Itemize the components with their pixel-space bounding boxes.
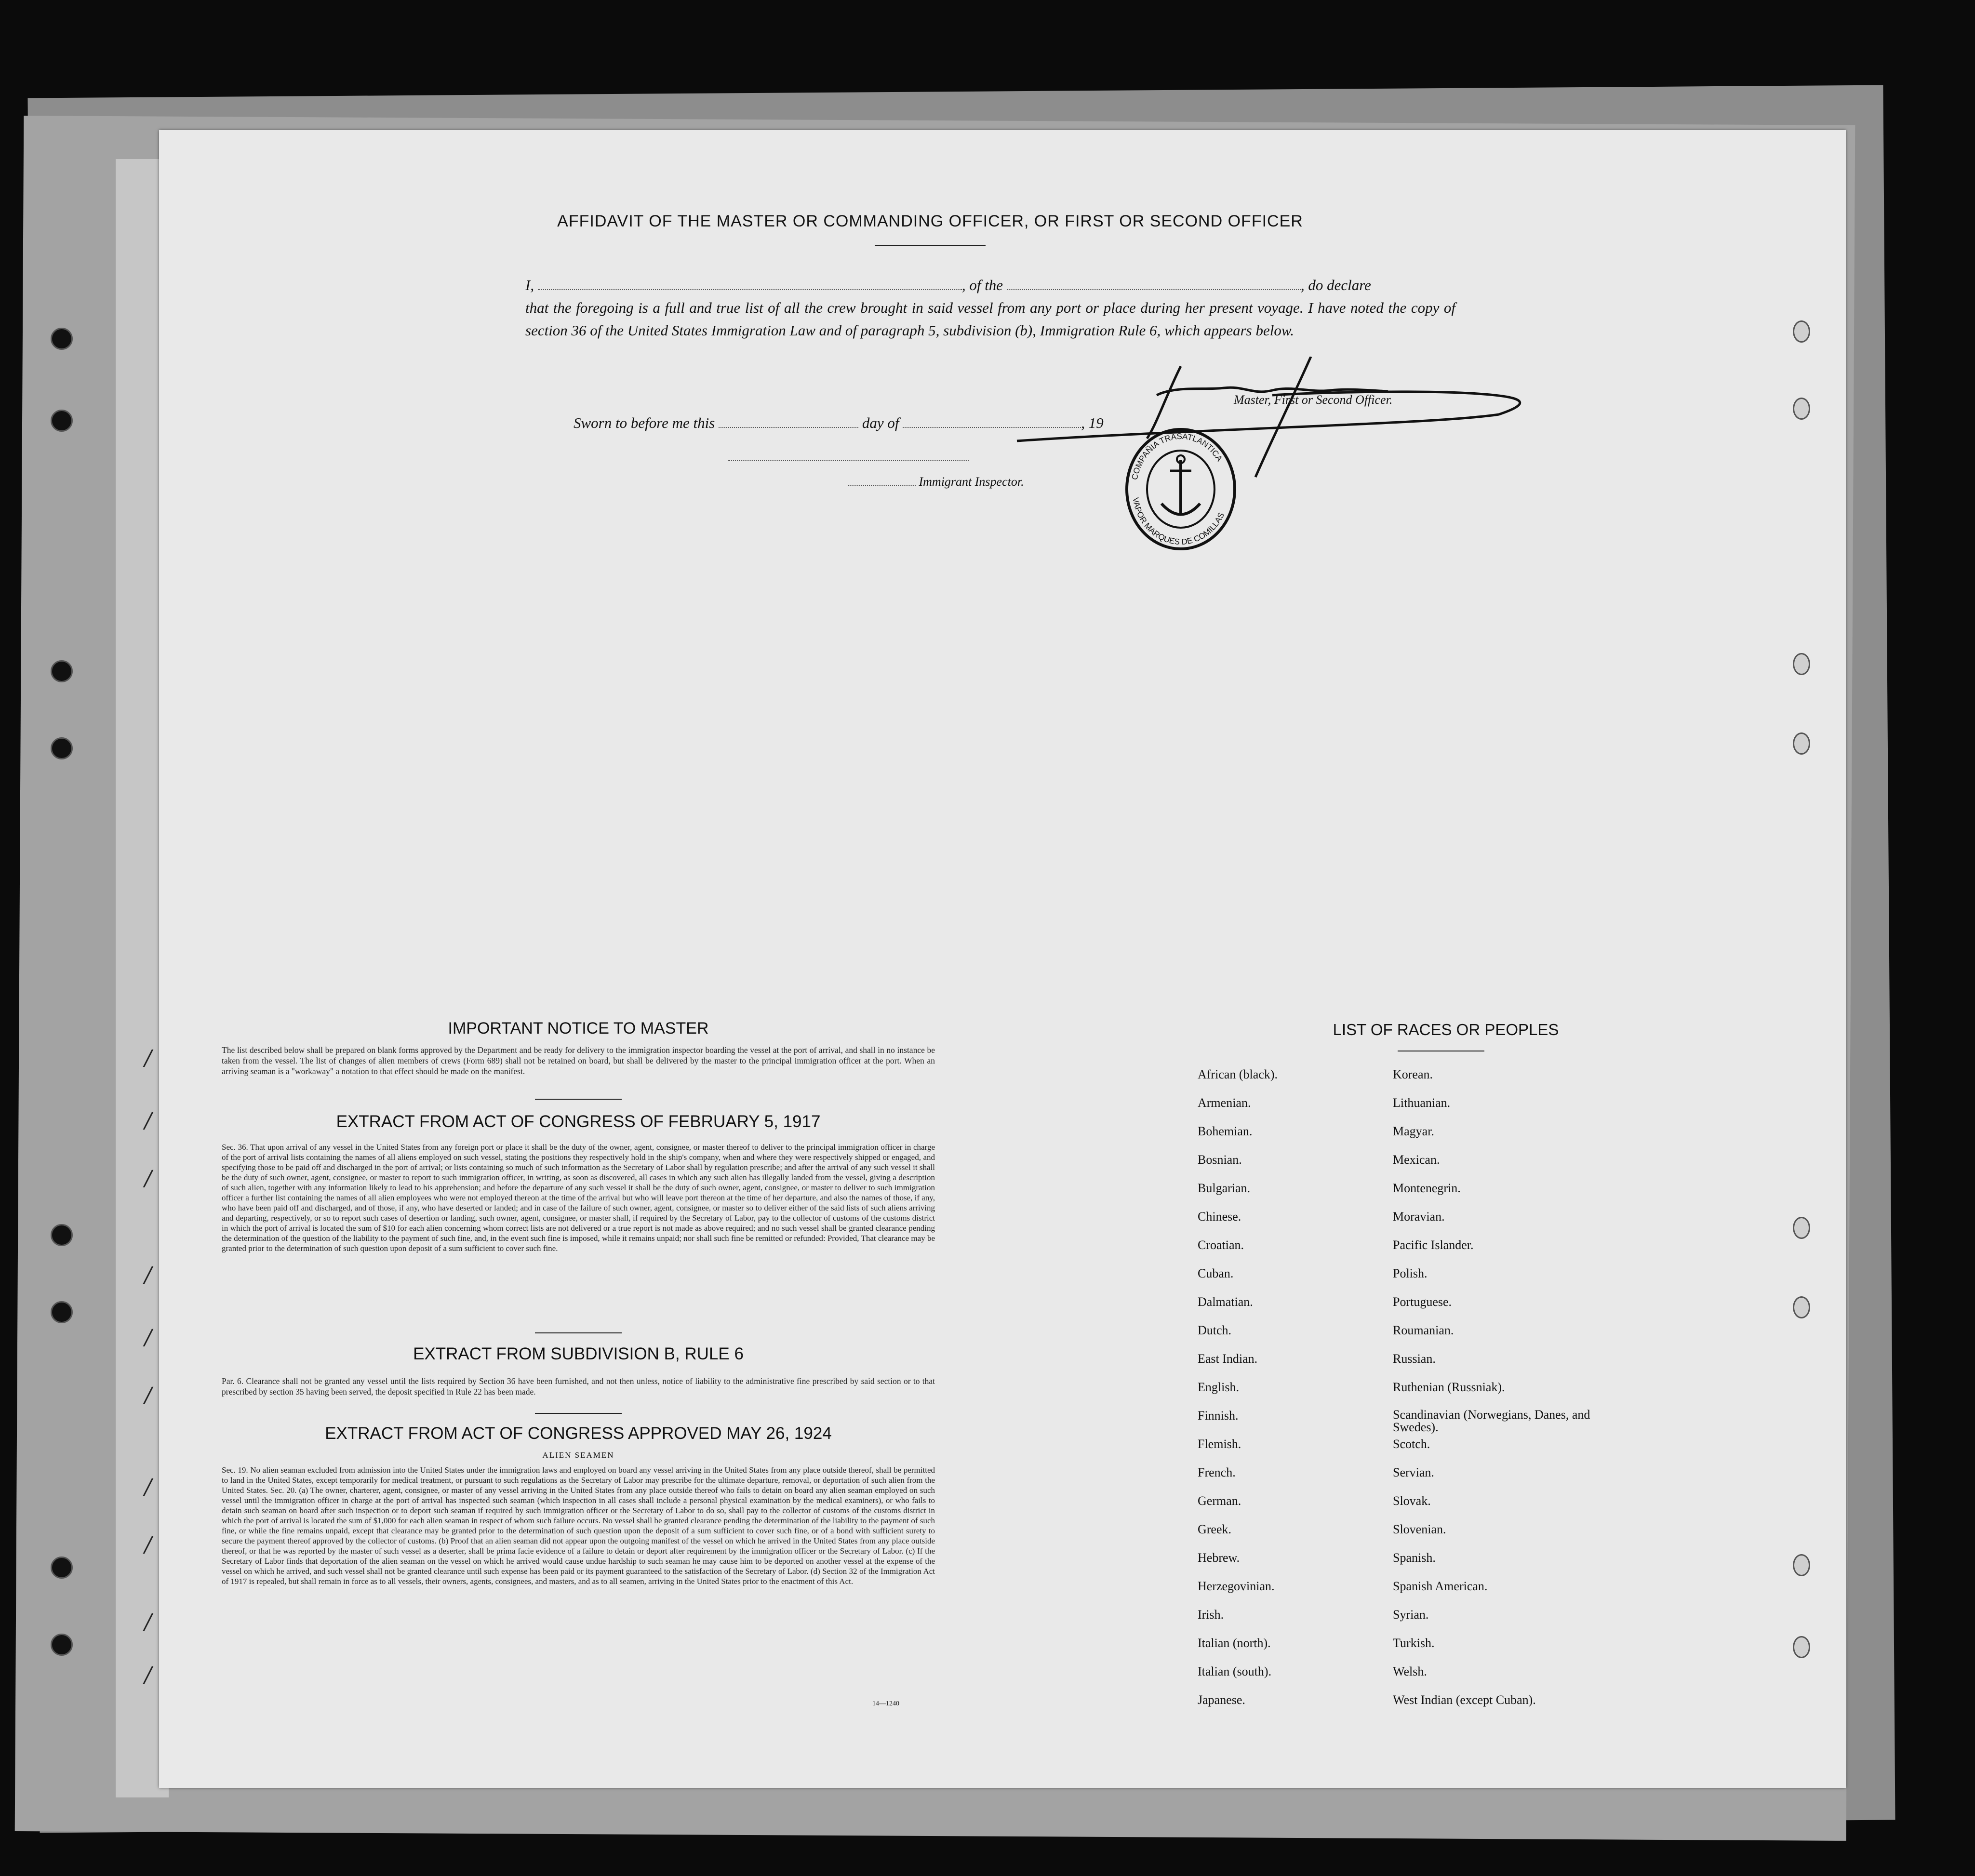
- race-item: Armenian.: [1198, 1096, 1251, 1110]
- handwritten-mark: /: [145, 1263, 152, 1287]
- seal-text-top: COMPAÑIA TRASATLANTICA: [1130, 431, 1225, 481]
- inspector-dots: [848, 476, 916, 486]
- race-item: Scotch.: [1393, 1437, 1430, 1451]
- declarant-name-field[interactable]: [538, 277, 962, 290]
- race-item: Bohemian.: [1198, 1124, 1253, 1138]
- section-rule: [535, 1332, 622, 1333]
- race-item: Chinese.: [1198, 1210, 1241, 1224]
- race-item: Montenegrin.: [1393, 1181, 1461, 1195]
- race-item: African (black).: [1198, 1067, 1278, 1081]
- race-item: French.: [1198, 1465, 1236, 1479]
- race-item: Lithuanian.: [1393, 1096, 1451, 1110]
- punch-hole: [1793, 1554, 1810, 1576]
- handwritten-mark: /: [145, 1475, 152, 1499]
- section-rule: [535, 1099, 622, 1100]
- race-item: Ruthenian (Russniak).: [1393, 1380, 1505, 1394]
- race-item: Polish.: [1393, 1266, 1428, 1280]
- extract3-subtitle: ALIEN SEAMEN: [542, 1450, 614, 1460]
- binder-hole: [51, 1301, 73, 1323]
- race-item: Slovak.: [1393, 1494, 1431, 1508]
- extract1-title: EXTRACT FROM ACT OF CONGRESS OF FEBRUARY 5, 1917: [336, 1112, 821, 1131]
- notice-title: IMPORTANT NOTICE TO MASTER: [448, 1019, 709, 1038]
- race-item: Slovenian.: [1393, 1522, 1446, 1536]
- inspector-label: Immigrant Inspector.: [919, 475, 1024, 489]
- handwritten-mark: /: [145, 1663, 152, 1687]
- race-item: Croatian.: [1198, 1238, 1244, 1252]
- race-item: Irish.: [1198, 1608, 1224, 1622]
- race-item: Hebrew.: [1198, 1551, 1240, 1565]
- title-rule: [875, 245, 986, 246]
- race-item: Welsh.: [1393, 1664, 1427, 1678]
- race-item: East Indian.: [1198, 1352, 1258, 1366]
- race-item: Pacific Islander.: [1393, 1238, 1474, 1252]
- race-item: Moravian.: [1393, 1210, 1445, 1224]
- punch-hole: [1793, 653, 1810, 675]
- race-item: West Indian (except Cuban).: [1393, 1693, 1536, 1707]
- sworn-label: Sworn to before me this: [574, 414, 715, 431]
- binder-hole: [51, 1557, 73, 1579]
- races-list-right: [1393, 1067, 1634, 1721]
- handwritten-signature: [1002, 357, 1552, 482]
- binder-hole: [51, 1634, 73, 1656]
- race-item: Italian (north).: [1198, 1636, 1271, 1650]
- declarant-prefix: I,: [525, 277, 534, 293]
- declare-suffix: , do declare: [1300, 277, 1371, 293]
- race-item: Scandinavian (Norwegians, Danes, and Swedes).: [1393, 1408, 1590, 1434]
- race-item: Mexican.: [1393, 1153, 1440, 1167]
- affidavit-declaration: [525, 274, 1455, 342]
- race-item: Cuban.: [1198, 1266, 1234, 1280]
- inspector-signature-field[interactable]: [728, 460, 969, 461]
- affidavit-title: AFFIDAVIT OF THE MASTER OR COMMANDING OFFICER, OR FIRST OR SECOND OFFICER: [557, 212, 1303, 230]
- race-item: English.: [1198, 1380, 1239, 1394]
- extract2-title: EXTRACT FROM SUBDIVISION B, RULE 6: [413, 1344, 744, 1363]
- ship-seal-stamp: [1123, 426, 1239, 552]
- handwritten-mark: /: [145, 1325, 152, 1350]
- handwritten-mark: /: [145, 1046, 152, 1070]
- race-item: Bosnian.: [1198, 1153, 1242, 1167]
- day-of-label: day of: [862, 414, 899, 431]
- extract1-text: Sec. 36. That upon arrival of any vessel in the United States from any foreign port or place it shall be the duty of the owner, agent, consignee, or master thereof to deliver to the principal immigration officer in charge of the port of arrival lists containing the names of all aliens employed on such vessel, stating the positions they respectively hold in the ship's company, when and where they were respectively shipped or engaged, and specifying those to be paid off and discharged in the port of arrival; or lists containing so much of such information as the Secretary of Labor shall by regulation prescribe; and after the arrival of any such vessel it shall be the duty of such owner, agent, consignee, or master to report to such immigration officer, in writing, as soon as discovered, all cases in which any such alien has illegally landed from the vessel, giving a description of such alien, together with any information likely to lead to his apprehension; and before the departure of any such vessel it shall be the duty of such owner, agent, consignee, or master to deliver to such immigration officer a further list containing the names of all alien employees who were not employed thereon at the time of the arrival but who will leave port thereon at the time of her departure, and also the names of those, if any, who have been paid off and discharged, and of those, if any, who have deserted or landed; and in case of the failure of such owner, agent, consignee, or master so to deliver either of the said lists of such aliens arriving and departing, respectively, or so to report such cases of desertion or landing, such owner, agent, consignee, or master shall, if required by the Secretary of Labor, pay to the collector of customs of the customs district in which the port of arrival is located the sum of $10 for each alien concerning whom correct lists are not delivered or a true report is not made as above required; and no such vessel shall be granted clearance pending the determination of the question of the liability to the payment of such fine, and, in the event such fine is imposed, while it remains unpaid; nor shall such fine be remitted or refunded: Provided, That clearance may be granted prior to the determination of such question upon deposit of a sum sufficient to cover such fine.: [222, 1143, 935, 1253]
- race-item: Flemish.: [1198, 1437, 1241, 1451]
- punch-hole: [1793, 1296, 1810, 1318]
- binder-hole: [51, 737, 73, 759]
- form-number: 14—1240: [872, 1700, 899, 1707]
- section-rule: [535, 1413, 622, 1414]
- race-item: Herzegovinian.: [1198, 1579, 1275, 1593]
- race-item: Japanese.: [1198, 1693, 1245, 1707]
- race-item: Greek.: [1198, 1522, 1232, 1536]
- race-item: Russian.: [1393, 1352, 1436, 1366]
- punch-hole: [1793, 732, 1810, 755]
- race-item: German.: [1198, 1494, 1241, 1508]
- race-item: Roumanian.: [1393, 1323, 1454, 1337]
- race-item: Finnish.: [1198, 1409, 1239, 1423]
- race-item: Turkish.: [1393, 1636, 1435, 1650]
- race-item: Magyar.: [1393, 1124, 1434, 1138]
- race-item: Servian.: [1393, 1465, 1434, 1479]
- binder-hole: [51, 410, 73, 432]
- binder-hole: [51, 1224, 73, 1246]
- extract3-title: EXTRACT FROM ACT OF CONGRESS APPROVED MAY 26, 1924: [325, 1424, 832, 1443]
- race-item: Spanish American.: [1393, 1579, 1488, 1593]
- seal-text-bottom: VAPOR MARQUES DE COMILLAS: [1131, 496, 1227, 547]
- binder-hole: [51, 328, 73, 350]
- punch-hole: [1793, 1217, 1810, 1239]
- notice-text: The list described below shall be prepared on blank forms approved by the Department and be ready for delivery to the immigration inspector boarding the vessel at the port of arrival, and shall in no instance be taken from the vessel. The list of changes of alien members of crews (Form 689) shall not be retained on board, but shall be delivered by the master to the principal immigration officer at the port. When an arriving seaman is a "workaway" a notation to that effect should be made on the manifest.: [222, 1045, 935, 1076]
- inspector-label-line: [848, 475, 1024, 489]
- race-item: Dalmatian.: [1198, 1295, 1253, 1309]
- handwritten-mark: /: [145, 1108, 152, 1133]
- vessel-prefix: , of the: [961, 277, 1003, 293]
- race-item: Spanish.: [1393, 1551, 1436, 1565]
- affidavit-body: that the foregoing is a full and true list of all the crew brought in said vessel from any port or place during her present voyage. I have noted the copy of section 36 of the United States Immigration Law and of paragraph 5, subdivision (b), Immigration Rule 6, which appears below.: [525, 299, 1455, 339]
- extract2-text: Par. 6. Clearance shall not be granted any vessel until the lists required by Section 36 have been furnished, and not then unless, notice of liability to the administrative fine prescribed by said section or to that prescribed by section 35 having been served, the deposit specified in Rule 22 has been made.: [222, 1376, 935, 1397]
- race-item: Syrian.: [1393, 1608, 1429, 1622]
- punch-hole: [1793, 320, 1810, 343]
- sworn-day-field[interactable]: [719, 414, 858, 428]
- race-item: Dutch.: [1198, 1323, 1232, 1337]
- master-signature-label: Master, First or Second Officer.: [1234, 393, 1393, 407]
- race-item: Bulgarian.: [1198, 1181, 1251, 1195]
- races-title: LIST OF RACES OR PEOPLES: [1333, 1021, 1559, 1038]
- handwritten-mark: /: [145, 1383, 152, 1408]
- handwritten-mark: /: [145, 1610, 152, 1634]
- race-item: Portuguese.: [1393, 1295, 1452, 1309]
- races-list-left: [1198, 1067, 1390, 1721]
- punch-hole: [1793, 398, 1810, 420]
- punch-hole: [1793, 1636, 1810, 1658]
- handwritten-mark: /: [145, 1532, 152, 1557]
- race-item: Italian (south).: [1198, 1664, 1272, 1678]
- year-prefix: , 19: [1081, 414, 1104, 431]
- race-item: Korean.: [1393, 1067, 1433, 1081]
- extract3-text: Sec. 19. No alien seaman excluded from admission into the United States under the immigration laws and employed on board any vessel arriving in the United States from any place outside thereof, shall be permitted to land in the United States, except temporarily for medical treatment, or pursuant to such regulations as the Secretary of Labor may prescribe for the ultimate departure, removal, or deportation of such alien from the United States. Sec. 20. (a) The owner, charterer, agent, consignee, or master of any vessel arriving in the United States from any place outside thereof who fails to detain on board any alien seaman employed on such vessel until the immigration officer in charge at the port of arrival has inspected such seaman (which inspection in all cases shall include a personal physical examination by the medical examiners), or who fails to detain such seaman on board after such inspection or to deport such seaman if required by such immigration officer or the Secretary of Labor to do so, shall pay to the collector of customs of the customs district in which the port of arrival is located the sum of $1,000 for each alien seaman in respect of whom such failure occurs. No vessel shall be granted clearance pending the determination of the liability to the payment of such fine, or while the fine remains unpaid, except that clearance may be granted prior to the determination of such question upon the deposit of a sum sufficient to cover such fine, or of a bond with sufficient surety to secure the payment thereof approved by the collector of customs. (b) Proof that an alien seaman did not appear upon the outgoing manifest of the vessel on which he arrived in the United States from any place outside thereof, or that he was reported by the master of such vessel as a deserter, shall be prima facie evidence of a failure to detain or deport after requirement by the immigration officer or the Secretary of Labor. (c) If the Secretary of Labor finds that deportation of the alien seaman on the vessel on which he arrived would cause undue hardship to such seaman he may cause him to be deported on another vessel at the expense of the vessel on which he arrived, and such vessel shall not be granted clearance until such expense has been paid or its payment guaranteed to the satisfaction of the Secretary of Labor. (d) Section 32 of the Immigration Act of 1917 is repealed, but shall remain in force as to all vessels, their owners, agents, consignees, and masters, and as to all seamen, arriving in the United States prior to the enactment of this Act.: [222, 1465, 935, 1586]
- handwritten-mark: /: [145, 1166, 152, 1191]
- binder-hole: [51, 660, 73, 682]
- vessel-name-field[interactable]: [1007, 277, 1301, 290]
